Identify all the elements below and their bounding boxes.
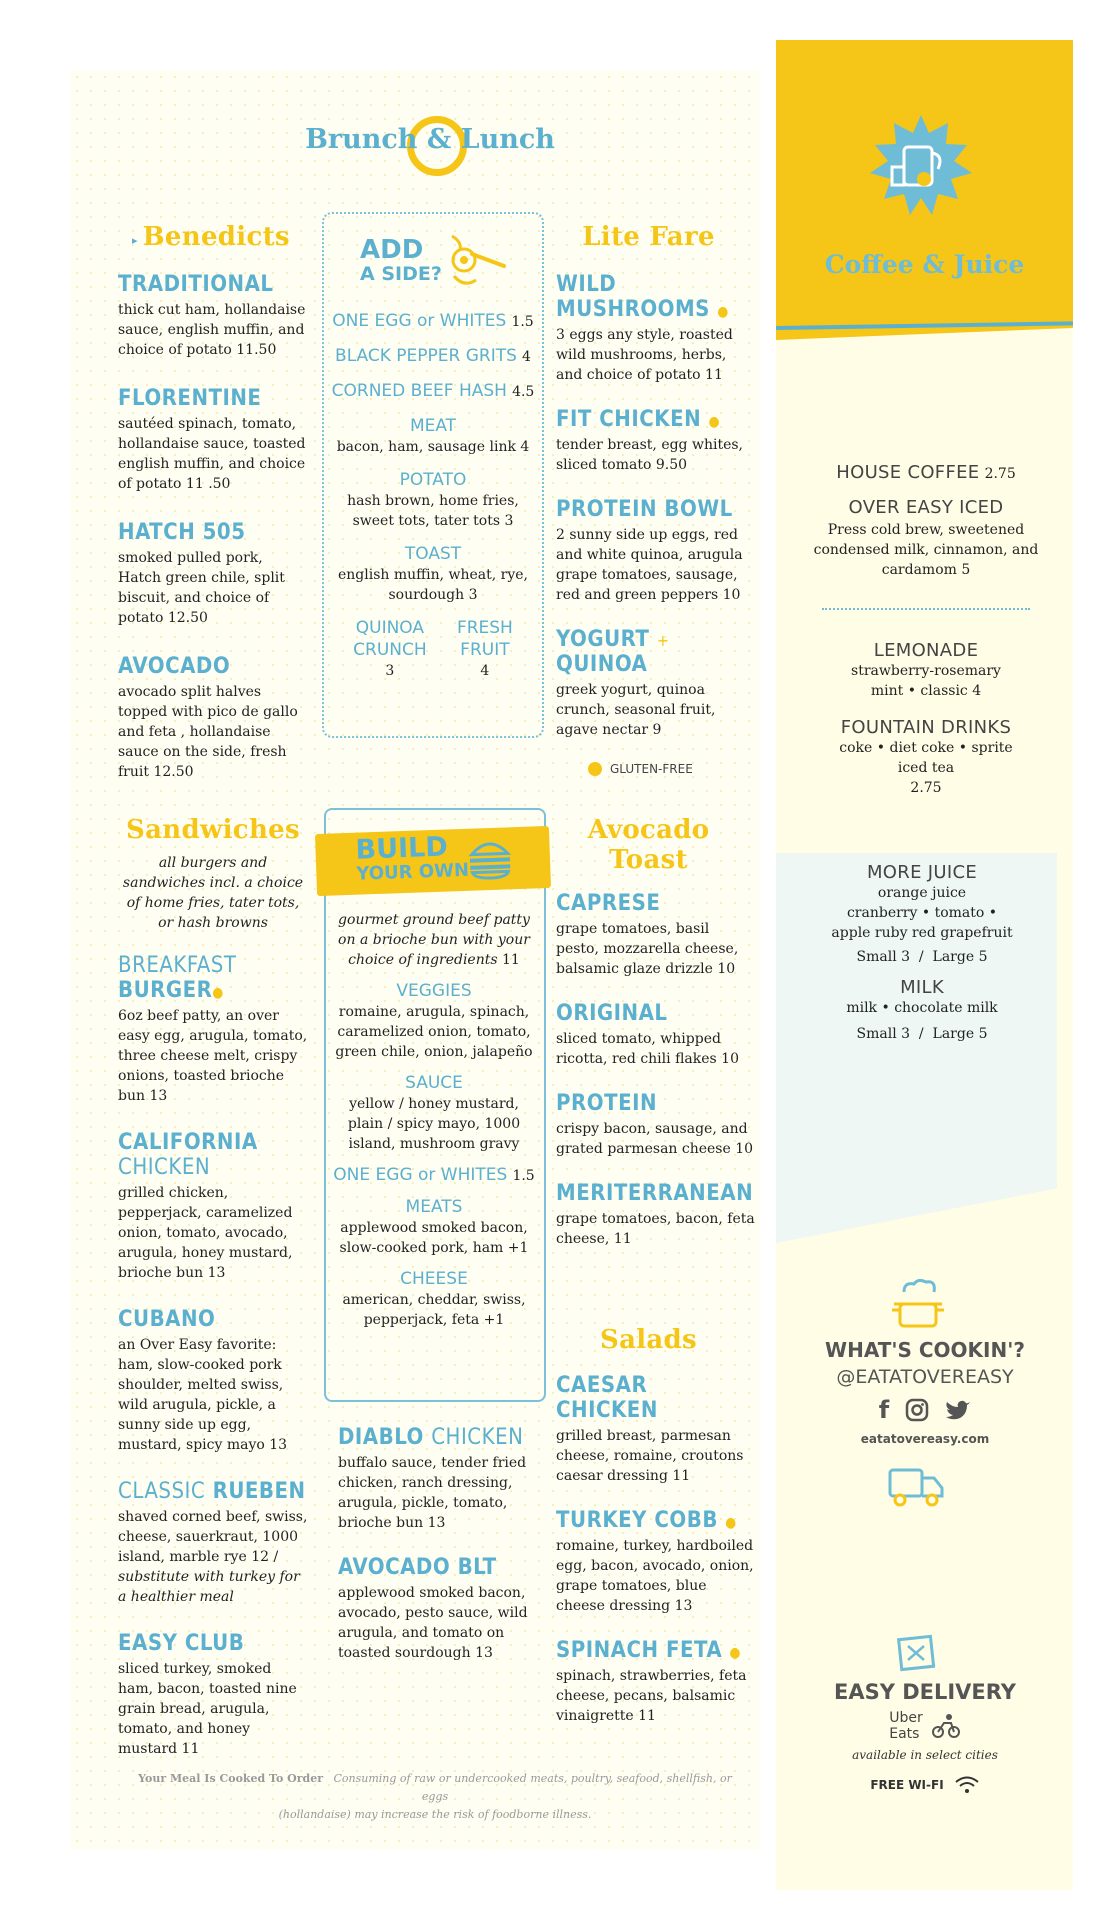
build-intro: gourmet ground beef patty on a brioche bun with your choice of ingredients 11 — [338, 912, 530, 968]
menu-item — [556, 407, 756, 475]
item-name: CALIFORNIA CHICKEN — [118, 1130, 258, 1180]
add-side-title: ADD A SIDE? — [360, 235, 442, 285]
item-name: SPINACH FETA ● — [556, 1638, 742, 1663]
uber-eats-logo: Uber Eats — [790, 1710, 1060, 1742]
menu-item — [118, 520, 308, 628]
menu-item — [118, 1307, 308, 1455]
item-desc: smoked pulled pork, Hatch green chile, split biscuit, and choice of potato 12.50 — [118, 550, 285, 626]
item-name: YOGURT + QUINOA — [556, 627, 670, 677]
add-side-box — [322, 212, 544, 738]
salads-section — [556, 1325, 756, 1726]
build-your-own-content — [328, 910, 540, 1330]
avocado-toast-section — [556, 815, 756, 1249]
over-easy-iced: OVER EASY ICED Press cold brew, sweetened condensed milk, cinnamon, and cardamom 5 — [813, 497, 1039, 578]
website-link[interactable]: eatatovereasy.com — [860, 1432, 990, 1446]
lite-fare-heading: Lite Fare — [582, 222, 715, 252]
item-desc: grilled breast, parmesan cheese, romaine, croutons caesar dressing 11 — [556, 1428, 744, 1484]
item-name: ORIGINAL — [556, 1001, 668, 1026]
build-egg: ONE EGG or WHITES 1.5 — [333, 1165, 535, 1185]
item-desc: sautéed spinach, tomato, hollandaise sauce, toasted english muffin, and choice of potato 11 .50 — [118, 416, 306, 492]
build-your-own-banner: BUILD YOUR OWN — [315, 826, 551, 896]
item-name: FLORENTINE — [118, 386, 262, 411]
menu-item — [338, 1425, 528, 1533]
social-block — [790, 1338, 1060, 1446]
build-sauce: SAUCE yellow / honey mustard, plain / spicy mayo, 1000 island, mushroom gravy — [347, 1073, 521, 1152]
social-icons — [790, 1396, 1060, 1424]
side-row: ONE EGG or WHITES 1.5 — [332, 311, 534, 331]
menu-item — [118, 386, 308, 494]
facebook-icon[interactable]: f — [878, 1396, 890, 1424]
menu-item — [556, 891, 756, 979]
item-name: TURKEY COBB ● — [556, 1508, 737, 1533]
salads-heading: Salads — [600, 1325, 697, 1355]
page-title: Brunch & Lunch — [305, 124, 555, 155]
item-name: BREAKFAST BURGER● — [118, 953, 237, 1003]
courier-bike-icon — [931, 1713, 961, 1739]
delivery-box-icon — [894, 1630, 938, 1672]
gluten-free-dot-icon — [588, 762, 602, 776]
side-quinoa: QUINOA CRUNCH 3 — [353, 618, 427, 679]
delivery-truck-icon — [886, 1464, 946, 1508]
menu-item — [556, 1001, 756, 1069]
item-desc: crispy bacon, sausage, and grated parmesan cheese 10 — [556, 1121, 754, 1157]
juice-list — [806, 862, 1038, 1044]
milk: MILK milk • chocolate milk Small 3 / Large 5 — [846, 977, 998, 1042]
menu-item — [556, 1091, 756, 1159]
fountain-drinks: FOUNTAIN DRINKS coke • diet coke • sprite iced tea 2.75 — [839, 717, 1013, 796]
item-name: PROTEIN — [556, 1091, 658, 1116]
pitcher-badge-icon — [866, 113, 976, 223]
item-desc: 3 eggs any style, roasted wild mushrooms, herbs, and choice of potato 11 — [556, 327, 733, 383]
build-cheese: CHEESE american, cheddar, swiss, pepperjack, feta +1 — [342, 1269, 526, 1328]
gluten-free-dot-icon: ● — [708, 414, 721, 430]
menu-item — [118, 272, 308, 360]
delivery-note: available in select cities — [852, 1748, 998, 1762]
side-toast: TOAST english muffin, wheat, rye, sourdough 3 — [338, 544, 528, 603]
build-meats: MEATS applewood smoked bacon, slow-cooked pork, ham +1 — [339, 1197, 529, 1256]
menu-item — [556, 497, 756, 605]
side-row: BLACK PEPPER GRITS 4 — [335, 346, 531, 366]
item-name: HATCH 505 — [118, 520, 246, 545]
item-desc: grape tomatoes, basil pesto, mozzarella cheese, balsamic glaze drizzle 10 — [556, 921, 739, 977]
item-desc: shaved corned beef, swiss, cheese, sauerkraut, 1000 island, marble rye 12 / substitute with turkey for a healthier meal — [118, 1509, 308, 1605]
item-name: PROTEIN BOWL — [556, 497, 733, 522]
side-meat: MEAT bacon, ham, sausage link 4 — [336, 416, 530, 455]
item-name: TRADITIONAL — [118, 272, 274, 297]
item-desc: grape tomatoes, bacon, feta cheese, 11 — [556, 1211, 755, 1247]
coffee-list — [806, 462, 1046, 798]
side-potato: POTATO hash brown, home fries, sweet tots, tater tots 3 — [347, 470, 519, 529]
menu-item — [556, 272, 756, 385]
benedicts-section — [118, 222, 308, 808]
menu-item — [118, 1631, 308, 1759]
item-name: CLASSIC RUEBEN — [118, 1479, 306, 1504]
middle-items — [338, 1425, 528, 1663]
fork-egg-icon — [442, 226, 512, 296]
page-title-wrap — [300, 112, 590, 182]
item-desc: greek yogurt, quinoa crunch, seasonal fruit, agave nectar 9 — [556, 682, 716, 738]
side-row: CORNED BEEF HASH 4.5 — [331, 381, 535, 401]
item-desc: applewood smoked bacon, avocado, pesto sauce, wild arugula, and tomato on toasted sourdough 13 — [338, 1585, 528, 1661]
item-name: WILD MUSHROOMS ● — [556, 272, 729, 322]
delivery-heading: EASY DELIVERY — [833, 1680, 1017, 1704]
dotted-divider — [822, 608, 1030, 610]
item-desc: avocado split halves topped with pico de gallo and feta , hollandaise sauce on the side, fresh fruit 12.50 — [118, 684, 298, 780]
burger-icon — [465, 835, 515, 881]
item-desc: romaine, turkey, hardboiled egg, bacon, avocado, onion, grape tomatoes, blue cheese dressing 13 — [556, 1538, 754, 1614]
more-juice: MORE JUICE orange juice cranberry • tomato • apple ruby red grapefruit Small 3 / Large 5 — [831, 862, 1013, 965]
menu-item — [118, 1130, 308, 1283]
item-desc: an Over Easy favorite: ham, slow-cooked pork shoulder, melted swiss, wild arugula, pickle, a sunny side up egg, mustard, spicy mayo 13 — [118, 1337, 288, 1453]
menu-item — [118, 1479, 308, 1607]
item-desc: tender breast, egg whites, sliced tomato 9.50 — [556, 437, 743, 473]
item-name: DIABLO CHICKEN — [338, 1425, 524, 1450]
item-name: FIT CHICKEN ● — [556, 407, 721, 432]
item-desc: sliced turkey, smoked ham, bacon, toasted nine grain bread, arugula, tomato, and honey mustard 11 — [118, 1661, 297, 1757]
item-name: AVOCADO — [118, 654, 231, 679]
lite-fare-section — [556, 222, 756, 776]
item-desc: 6oz beef patty, an over easy egg, arugula, tomato, three cheese melt, crispy onions, toasted brioche bun 13 — [118, 1008, 308, 1104]
gluten-free-dot-icon: ● — [717, 304, 729, 320]
sandwiches-intro: all burgers and sandwiches incl. a choice of home fries, tater tots, or hash browns — [122, 855, 304, 931]
gluten-free-legend: GLUTEN-FREE — [588, 762, 756, 776]
menu-item — [556, 1508, 756, 1616]
item-name: AVOCADO BLT — [338, 1555, 497, 1580]
instagram-icon[interactable] — [905, 1398, 929, 1422]
menu-item — [556, 1373, 756, 1486]
gluten-free-dot-icon: ● — [725, 1515, 737, 1531]
build-veggies: VEGGIES romaine, arugula, spinach, caramelized onion, tomato, green chile, onion, jalapeño — [335, 981, 533, 1060]
house-coffee: HOUSE COFFEE 2.75 — [836, 462, 1016, 483]
social-handle: @EATATOVEREASY — [836, 1366, 1014, 1388]
item-desc: spinach, strawberries, feta cheese, pecans, balsamic vinaigrette 11 — [556, 1668, 747, 1724]
item-desc: 2 sunny side up eggs, red and white quinoa, arugula grape tomatoes, sausage, red and green peppers 10 — [556, 527, 743, 603]
item-name: EASY CLUB — [118, 1631, 245, 1656]
avocado-toast-heading: Avocado Toast — [587, 815, 710, 875]
item-desc: grilled chicken, pepperjack, caramelized onion, tomato, avocado, arugula, honey mustard, brioche bun 13 — [118, 1185, 293, 1281]
social-heading: WHAT'S COOKIN'? — [825, 1338, 1025, 1362]
sandwiches-heading: Sandwiches — [126, 815, 300, 845]
gluten-free-dot-icon: ● — [729, 1645, 742, 1661]
menu-item — [338, 1555, 528, 1663]
item-desc: buffalo sauce, tender fried chicken, ranch dressing, arugula, pickle, tomato, brioche bun 13 — [338, 1455, 527, 1531]
wifi-icon — [954, 1776, 980, 1794]
item-name: CAPRESE — [556, 891, 661, 916]
item-name: CUBANO — [118, 1307, 216, 1332]
footer-note: Your Meal Is Cooked To Order Consuming of raw or undercooked meats, poultry, seafood, shellfish, or eggs (hollandaise) may increase the risk of foodborne illness. — [138, 1772, 732, 1821]
coffee-heading: Coffee & Juice — [824, 250, 1025, 279]
gluten-free-dot-icon: ● — [212, 985, 224, 1001]
menu-item — [556, 627, 756, 740]
twitter-icon[interactable] — [945, 1399, 971, 1421]
benedicts-heading: ▸ Benedicts — [132, 222, 290, 252]
menu-item — [118, 654, 308, 782]
item-desc: sliced tomato, whipped ricotta, red chili flakes 10 — [556, 1031, 739, 1067]
item-desc: thick cut ham, hollandaise sauce, english muffin, and choice of potato 11.50 — [118, 302, 306, 358]
item-name: CAESAR CHICKEN — [556, 1373, 658, 1423]
sandwiches-section — [118, 815, 308, 1785]
wifi-row: FREE WI-FI — [790, 1776, 1060, 1794]
menu-item — [556, 1181, 756, 1249]
menu-item — [556, 1638, 756, 1726]
lemonade: LEMONADE strawberry-rosemary mint • classic 4 — [851, 640, 1001, 699]
item-name: MERITERRANEAN — [556, 1181, 754, 1206]
side-fruit: FRESH FRUIT 4 — [456, 618, 513, 679]
cooking-pot-icon — [890, 1278, 946, 1332]
menu-item — [118, 953, 308, 1106]
delivery-block — [790, 1680, 1060, 1794]
